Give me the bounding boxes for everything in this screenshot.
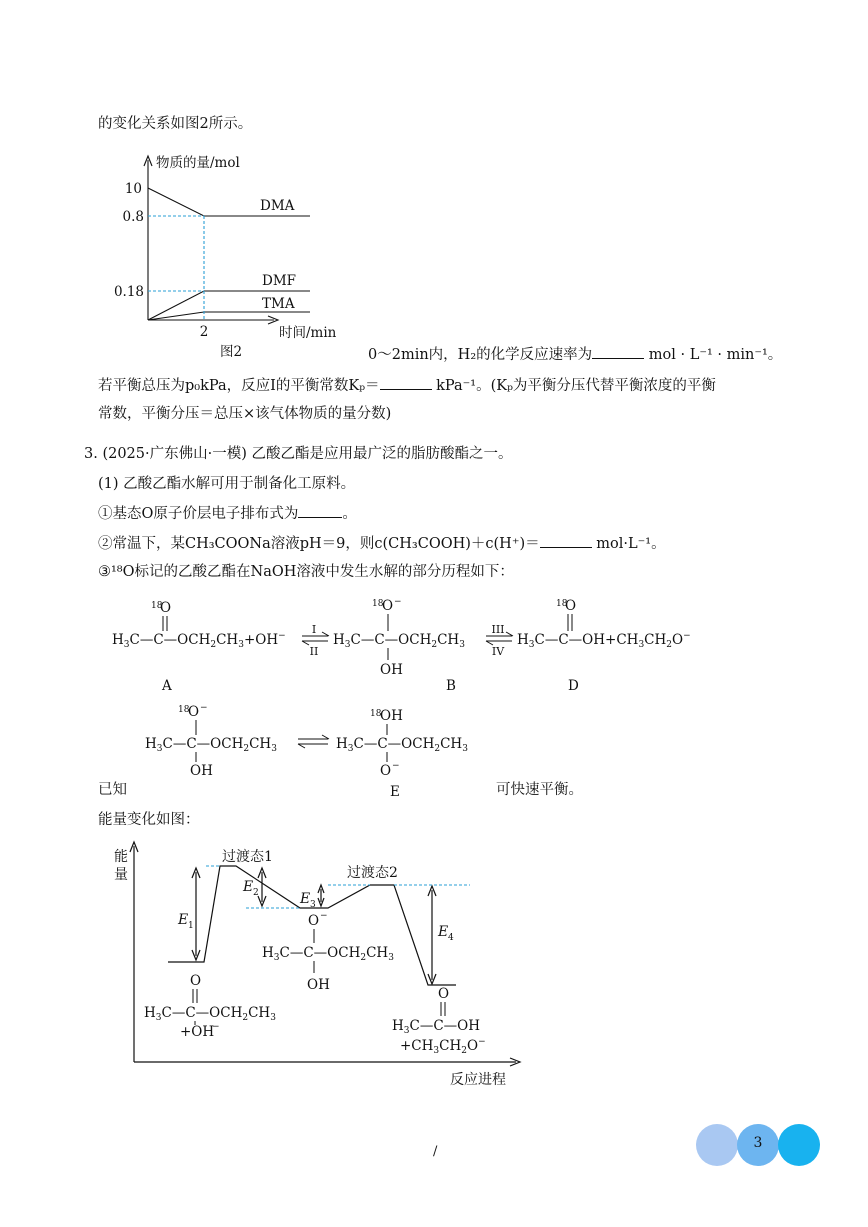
svg-text:−: −	[394, 597, 402, 607]
svg-text:H3C—C—OCH2CH3+OH−: $H_3C—C—OCH_2CH_3+OH^-$	[112, 631, 286, 650]
answer-blank-concentration[interactable]	[540, 533, 592, 548]
x-tick-2: 2	[199, 324, 209, 340]
svg-text:+CH3CH2O−: $+CH_3CH_2O^-$	[400, 1037, 486, 1056]
svg-text:H3C—C—OCH2CH3: $H_3C—C—OCH_2CH_3$	[262, 945, 394, 963]
arrow-II: II	[309, 645, 319, 658]
answer-blank-rate[interactable]	[592, 344, 644, 359]
legend-dmf: DMF	[262, 273, 297, 289]
svg-text:−: −	[392, 761, 400, 771]
svg-text:OH: OH	[380, 708, 403, 724]
svg-text:18: 18	[151, 601, 163, 611]
label-E: E	[390, 784, 400, 800]
label-B: B	[446, 678, 456, 694]
svg-text:18: 18	[370, 709, 382, 719]
ts1-label: 过渡态1	[222, 849, 273, 865]
svg-text:O: O	[308, 913, 320, 929]
page-number: 3	[753, 1135, 763, 1151]
E2-label: E	[243, 879, 254, 895]
svg-text:18: 18	[556, 599, 568, 609]
E3-sub: 3	[310, 900, 316, 910]
svg-text:O: O	[380, 763, 392, 779]
E1-label: E	[178, 912, 189, 928]
E3-label: E	[300, 891, 311, 907]
page-center-mark: /	[433, 1144, 438, 1159]
series-dma-line	[148, 188, 310, 216]
svg-text:H3C—C—OCH2CH3: $H_3C—C—OCH_2CH_3$	[144, 1005, 276, 1023]
E4-sub: 4	[448, 933, 454, 943]
svg-text:O: O	[190, 973, 202, 989]
energy-ylabel-1: 能	[114, 849, 128, 865]
y-tick-0.8: 0.8	[122, 209, 144, 225]
svg-text:18: 18	[372, 599, 384, 609]
y-tick-10: 10	[124, 181, 142, 197]
x-axis-label: 时间/min	[279, 325, 337, 341]
series-tma-line	[148, 312, 310, 320]
answer-blank-electron-config[interactable]	[298, 503, 342, 518]
energy-ylabel-2: 量	[114, 867, 128, 883]
rate-question: 0～2min内，H₂的化学反应速率为 mol · L⁻¹ · min⁻¹。	[368, 344, 782, 365]
y-axis-arrow	[144, 156, 152, 166]
svg-text:O: O	[160, 600, 172, 616]
kp-question: 若平衡总压为p₀kPa，反应Ⅰ的平衡常数Kₚ＝ kPa⁻¹。(Kₚ为平衡分压代替平衡浓度的平衡	[98, 375, 716, 396]
E1-sub: 1	[188, 921, 194, 931]
svg-text:−: −	[320, 911, 328, 921]
figure-2-caption: 图2	[220, 344, 243, 360]
arrow-IV: IV	[491, 645, 505, 658]
energy-profile	[168, 866, 456, 985]
svg-text:H3C—C—OH+CH3CH2O−: $H_3C—C—OH+CH_3CH_2O^-$	[517, 631, 691, 650]
arrow-III: III	[491, 623, 505, 636]
svg-text:OH: OH	[307, 977, 330, 993]
svg-text:H3C—C—OH: $H_3C—C—OH$	[392, 1018, 481, 1036]
question-3-1a: ①基态O原子价层电子排布式为 。	[98, 503, 357, 524]
svg-text:18: 18	[178, 705, 190, 715]
svg-text:O: O	[438, 986, 450, 1002]
label-A: A	[162, 678, 172, 694]
energy-intro: 能量变化如图：	[98, 812, 200, 828]
svg-text:H3C—C—OCH2CH3: $H_3C—C—OCH_2CH_3$	[336, 736, 468, 754]
question-3-1b: ②常温下，某CH₃COONa溶液pH＝9，则c(CH₃COOH)＋c(H⁺)＝ mol·L⁻¹。	[98, 533, 666, 554]
y-axis-label: 物质的量/mol	[156, 155, 240, 171]
svg-text:−: −	[200, 703, 208, 713]
E2-sub: 2	[253, 888, 259, 898]
answer-blank-kp[interactable]	[380, 375, 432, 390]
ts2-label: 过渡态2	[347, 865, 398, 881]
svg-text:O: O	[382, 598, 394, 614]
energy-xlabel: 反应进程	[450, 1072, 506, 1088]
series-dmf-line	[148, 291, 310, 320]
y-tick-0.18: 0.18	[113, 284, 144, 300]
svg-text:OH: OH	[380, 662, 403, 678]
fast-equilibrium-note: 可快速平衡。	[496, 782, 583, 798]
known-label: 已知	[98, 782, 127, 798]
question-3-1c: ③¹⁸O标记的乙酸乙酯在NaOH溶液中发生水解的部分历程如下：	[98, 564, 514, 580]
page-circle-right	[778, 1124, 820, 1166]
arrow-I: I	[311, 623, 317, 636]
page-circle-mid	[737, 1124, 779, 1166]
svg-text:+OH: +OH	[180, 1024, 215, 1040]
svg-text:H3C—C—OCH2CH3: $H_3C—C—OCH_2CH_3$	[145, 736, 277, 754]
energy-x-arrow	[510, 1058, 520, 1066]
svg-text:OH: OH	[190, 763, 213, 779]
energy-y-arrow	[130, 842, 138, 852]
intro-line: 的变化关系如图2所示。	[98, 116, 253, 132]
question-3-part1: (1) 乙酸乙酯水解可用于制备化工原料。	[98, 476, 356, 492]
kp-note: 常数，平衡分压＝总压×该气体物质的量分数)	[98, 406, 392, 422]
legend-dma: DMA	[260, 198, 295, 214]
svg-text:H3C—C—OCH2CH3: $H_3C—C—OCH_2CH_3$	[333, 632, 465, 650]
label-D: D	[568, 678, 579, 694]
page-circle-left	[696, 1124, 738, 1166]
E4-label: E	[438, 924, 449, 940]
x-axis-arrow	[268, 316, 278, 324]
question-3-title: 3. (2025·广东佛山·一模) 乙酸乙酯是应用最广泛的脂肪酸酯之一。	[84, 446, 513, 462]
svg-text:O: O	[565, 598, 577, 614]
svg-text:O: O	[188, 704, 200, 720]
legend-tma: TMA	[262, 296, 295, 312]
svg-text:−: −	[212, 1022, 220, 1032]
